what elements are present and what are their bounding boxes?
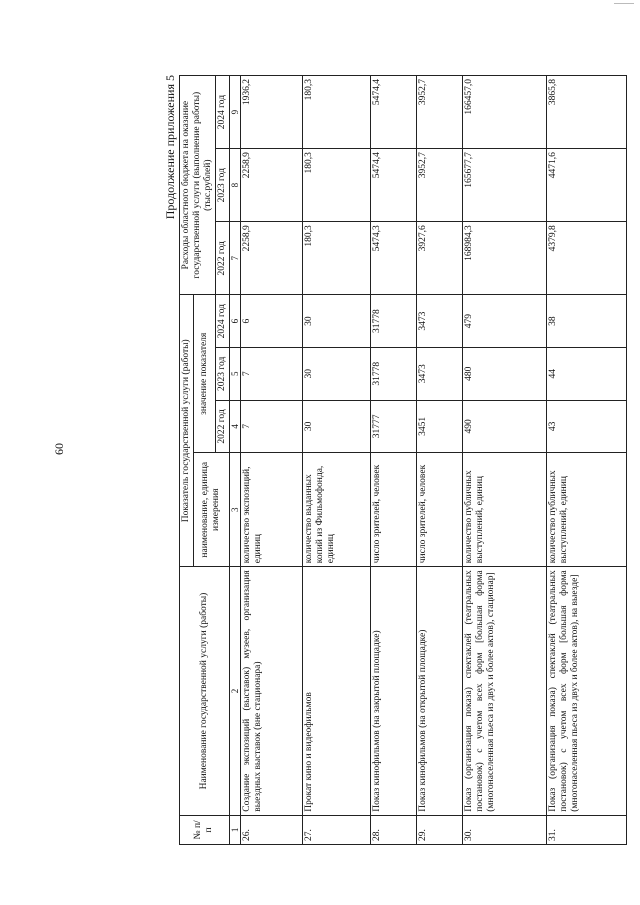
services-table (179, 75, 627, 845)
header-expense-group: Расходы областного бюджета на оказание государственной услуги (выполнение работы) (тыс.рублей) (180, 76, 216, 295)
table-row (241, 76, 303, 845)
value-2022: 31777 (371, 400, 417, 453)
expense-2022: 5474,3 (371, 222, 417, 295)
value-2023: 30 (303, 347, 371, 400)
column-index: 1 (229, 815, 240, 844)
header-year-value-2023: 2023 год (215, 347, 229, 400)
header-unit: наименование, единица измерения (193, 453, 229, 567)
expense-2023: 180,3 (303, 149, 371, 222)
value-2023: 7 (241, 347, 303, 400)
value-2024: 479 (463, 295, 547, 348)
table-row (463, 76, 547, 845)
column-index: 6 (229, 295, 240, 348)
service-name: Показ (организация показа) спектаклей (театральных постановок) с учетом всех форм [большая форма (многонаселенная пьеса из двух и более актов), стационар] (463, 567, 547, 816)
service-name: Показ кинофильмов (на открытой площадке) (417, 567, 463, 816)
row-number: 28. (371, 815, 417, 844)
expense-2022: 3927,6 (417, 222, 463, 295)
value-2022: 490 (463, 400, 547, 453)
column-index: 8 (229, 149, 240, 222)
expense-2023: 2258,9 (241, 149, 303, 222)
header-value: значение показателя (193, 295, 215, 453)
expense-2022: 2258,9 (241, 222, 303, 295)
service-name: Показ (организация показа) спектаклей (театральных постановок) с учетом всех форм [большая форма (многонаселенная пьеса из двух и более актов), на выезде] (547, 567, 627, 816)
expense-2024: 180,3 (303, 76, 371, 149)
header-indicator-group: Показатель государственной услуги (работы) (180, 295, 194, 567)
column-index-row (229, 76, 240, 845)
expense-2024: 1936,2 (241, 76, 303, 149)
expense-2024: 3952,7 (417, 76, 463, 149)
column-index: 9 (229, 76, 240, 149)
header-year-value-2022: 2022 год (215, 400, 229, 453)
expense-2022: 168984,3 (463, 222, 547, 295)
header-service-name: Наименование государственной услуги (работы) (180, 567, 230, 816)
table-row (417, 76, 463, 845)
expense-2023: 3952,7 (417, 149, 463, 222)
scan-artifact-line (614, 3, 634, 4)
appendix-continuation-note: Продолжение приложения 5 (163, 75, 177, 220)
value-2023: 3473 (417, 347, 463, 400)
table-row (303, 76, 371, 845)
value-2022: 43 (547, 400, 627, 453)
header-number: № п/п (180, 815, 230, 844)
indicator-unit: количество публичных выступлений, единиц (547, 453, 627, 567)
column-index: 2 (229, 567, 240, 816)
service-name: Показ кинофильмов (на закрытой площадке) (371, 567, 417, 816)
value-2023: 480 (463, 347, 547, 400)
header-year-expense-2023: 2023 год (215, 149, 229, 222)
indicator-unit: количество публичных выступлений, единиц (463, 453, 547, 567)
expense-2022: 4379,8 (547, 222, 627, 295)
value-2022: 7 (241, 400, 303, 453)
service-name: Создание экспозиций (выставок) музеев, организация выездных выставок (вне стационара) (241, 567, 303, 816)
expense-2024: 5474,4 (371, 76, 417, 149)
indicator-unit: количество выданных копий из Фильмофонда, единиц (303, 453, 371, 567)
page-number: 60 (52, 443, 66, 455)
table-row (547, 76, 627, 845)
value-2024: 38 (547, 295, 627, 348)
column-index: 5 (229, 347, 240, 400)
value-2024: 31778 (371, 295, 417, 348)
row-number: 27. (303, 815, 371, 844)
indicator-unit: число зрителей, человек (371, 453, 417, 567)
column-index: 3 (229, 453, 240, 567)
value-2023: 31778 (371, 347, 417, 400)
column-index: 7 (229, 222, 240, 295)
expense-2022: 180,3 (303, 222, 371, 295)
row-number: 30. (463, 815, 547, 844)
value-2024: 30 (303, 295, 371, 348)
row-number: 29. (417, 815, 463, 844)
row-number: 31. (547, 815, 627, 844)
value-2024: 3473 (417, 295, 463, 348)
value-2022: 30 (303, 400, 371, 453)
value-2023: 44 (547, 347, 627, 400)
value-2022: 3451 (417, 400, 463, 453)
expense-2023: 165677,7 (463, 149, 547, 222)
expense-2023: 4471,6 (547, 149, 627, 222)
indicator-unit: число зрителей, человек (417, 453, 463, 567)
header-year-expense-2024: 2024 год (215, 76, 229, 149)
rotated-content (163, 75, 640, 845)
indicator-unit: количество экспозиций, единиц (241, 453, 303, 567)
header-year-expense-2022: 2022 год (215, 222, 229, 295)
expense-2024: 166457,0 (463, 76, 547, 149)
column-index: 4 (229, 400, 240, 453)
header-year-value-2024: 2024 год (215, 295, 229, 348)
expense-2024: 3865,8 (547, 76, 627, 149)
service-name: Прокат кино и видеофильмов (303, 567, 371, 816)
value-2024: 6 (241, 295, 303, 348)
table-row (371, 76, 417, 845)
row-number: 26. (241, 815, 303, 844)
expense-2023: 5474,4 (371, 149, 417, 222)
